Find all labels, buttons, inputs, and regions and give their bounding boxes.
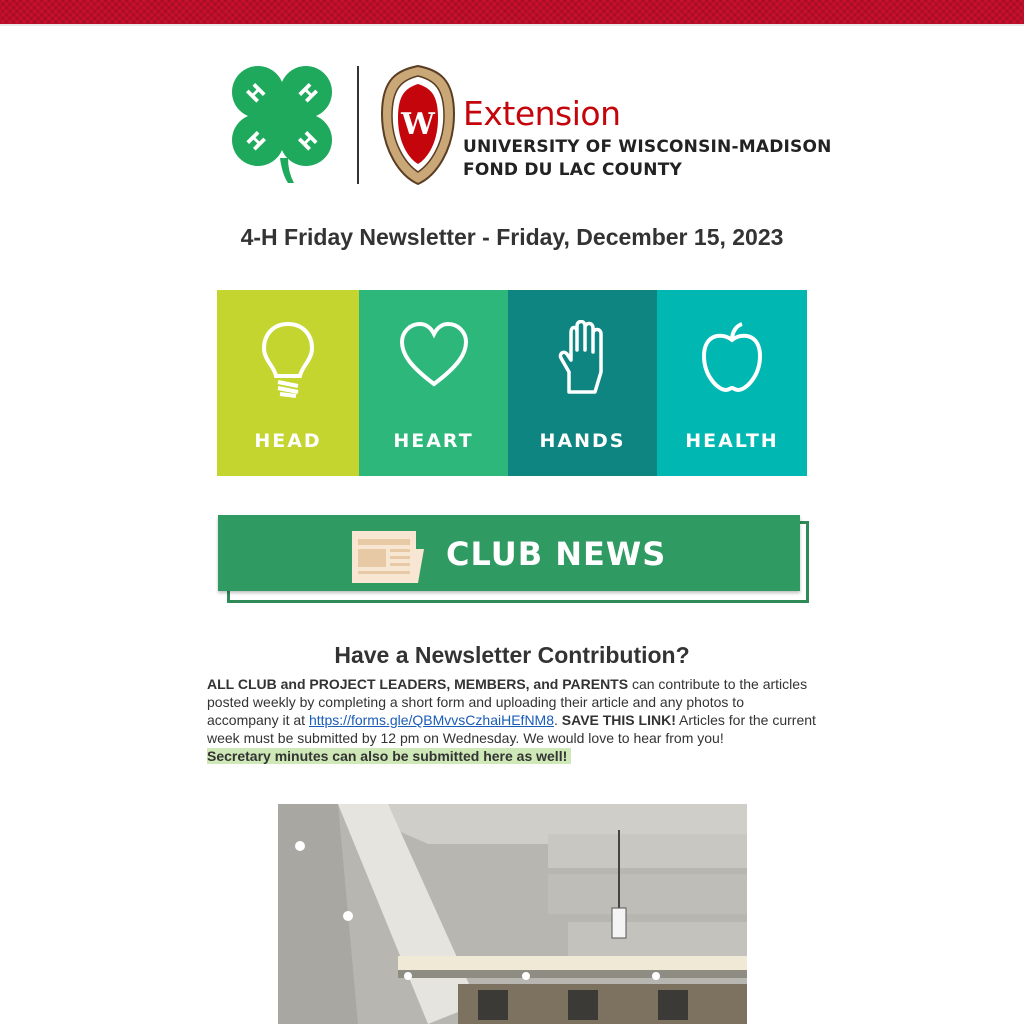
pillar-label: HEART [393,430,474,452]
newsletter-title: 4-H Friday Newsletter - Friday, December 15, 2023 [240,224,784,250]
lightbulb-icon [258,320,318,400]
apple-icon [698,320,766,394]
extension-wordmark: Extension [463,94,621,133]
pillar-label: HANDS [539,430,626,452]
pillar-health [657,290,807,476]
four-h-pillars-banner [217,290,807,476]
university-name: UNIVERSITY OF WISCONSIN-MADISON [463,137,832,157]
contribution-heading: Have a Newsletter Contribution? [334,642,690,668]
top-decorative-bar [0,0,1024,26]
uw-crest-icon [378,64,458,186]
svg-text:W: W [401,107,435,142]
four-h-clover-logo-icon [222,62,342,184]
pillar-label: HEAD [254,430,322,452]
meeting-room-photo [278,804,747,1024]
newspaper-icon [352,529,424,583]
club-news-label: CLUB NEWS [446,535,667,573]
heart-icon [398,320,470,392]
pillar-heart [359,290,508,476]
logo-divider [357,66,359,184]
svg-text:H: H [293,78,323,108]
header-logos [222,62,832,188]
contribution-paragraph [207,675,817,765]
contribution-lead: ALL CLUB and PROJECT LEADERS, MEMBERS, and PARENTS [207,676,629,692]
contribution-text: can contribute to the articles posted weekly by completing a short form and uploading their article and any photos to accompany it at [207,676,808,728]
svg-text:H: H [241,78,271,108]
secretary-minutes-note: Secretary minutes can also be submitted here as well! [207,748,571,764]
svg-text:H: H [241,126,271,156]
pillar-head [217,290,359,476]
contribution-text: . [554,712,562,728]
pillar-hands [508,290,657,476]
save-link-note: SAVE THIS LINK! [561,712,676,728]
club-news-banner [218,515,810,603]
county-name: FOND DU LAC COUNTY [463,160,683,180]
contribution-form-link[interactable]: https://forms.gle/QBMvvsCzhaiHEfNM8 [308,712,554,728]
pillar-label: HEALTH [685,430,779,452]
hand-icon [555,320,611,396]
contribution-text: Articles for the current week must be submitted by 12 pm on Wednesday. We would love to hear from you! [207,712,816,746]
svg-text:H: H [293,126,323,156]
